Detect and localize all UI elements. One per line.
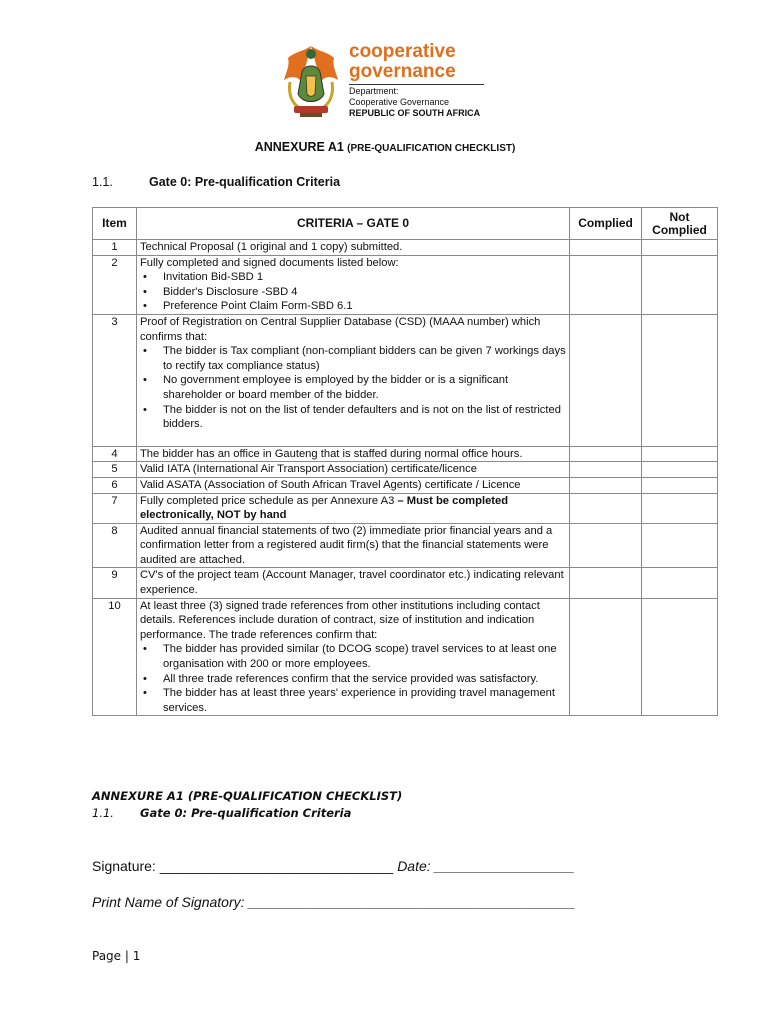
bullet-item: • The bidder has provided similar (to DCOG scope) travel services to at least one organisation with 200 or more employees. xyxy=(140,642,566,671)
complied-cell[interactable] xyxy=(570,314,642,446)
bullet-item: • Invitation Bid-SBD 1 xyxy=(140,270,566,285)
logo-wordmark-line1: cooperative xyxy=(349,41,456,62)
title-sub: (PRE-QUALIFICATION CHECKLIST) xyxy=(347,143,516,154)
emphasis-text: – Must be completed electronically, NOT by hand xyxy=(139,494,509,522)
signature-field[interactable]: Signature: ______________________________ xyxy=(92,858,394,874)
row-criteria: Technical Proposal (1 original and 1 copy) submitted. xyxy=(136,240,569,256)
bullet-item: • The bidder is not on the list of tender defaulters and is not on the list of restricted bidders. xyxy=(140,403,566,432)
row-criteria: Valid ASATA (Association of South African Travel Agents) certificate / Licence xyxy=(136,477,569,493)
row-criteria: The bidder has an office in Gauteng that is staffed during normal office hours. xyxy=(136,446,569,462)
criteria-table xyxy=(92,207,718,716)
footer-annexure-title: ANNEXURE A1 (PRE-QUALIFICATION CHECKLIST) xyxy=(92,789,403,803)
document-title xyxy=(0,140,770,154)
not-complied-cell[interactable] xyxy=(642,568,718,598)
not-complied-cell[interactable] xyxy=(642,240,718,256)
table-row xyxy=(93,493,718,523)
complied-cell[interactable] xyxy=(570,493,642,523)
row-number: 1 xyxy=(93,240,137,256)
not-complied-cell[interactable] xyxy=(642,598,718,716)
table-row xyxy=(93,568,718,598)
complied-cell[interactable] xyxy=(570,477,642,493)
row-criteria: Fully completed price schedule as per Annexure A3 – Must be completed electronically, NOT by hand xyxy=(136,493,569,523)
print-name-field[interactable]: Print Name of Signatory: __________________________________________ xyxy=(92,894,576,910)
row-number: 8 xyxy=(93,523,137,568)
header-complied: Complied xyxy=(570,208,642,240)
complied-cell[interactable] xyxy=(570,240,642,256)
bullet-item: • No government employee is employed by the bidder or is a significant shareholder or board member of the bidder. xyxy=(140,373,566,402)
bullet-item: • The bidder is Tax compliant (non-compliant bidders can be given 7 workings days to rectify tax compliance status) xyxy=(140,344,566,373)
not-complied-cell[interactable] xyxy=(642,523,718,568)
not-complied-cell[interactable] xyxy=(642,446,718,462)
header-item: Item xyxy=(93,208,137,240)
table-row xyxy=(93,255,718,314)
logo-wordmark-line2: governance xyxy=(349,61,456,82)
row-criteria: Valid IATA (International Air Transport Association) certificate/licence xyxy=(136,462,569,478)
date-field[interactable]: Date: __________________ xyxy=(397,858,575,874)
bullet-item: • Preference Point Claim Form-SBD 6.1 xyxy=(140,299,566,314)
table-row xyxy=(93,598,718,716)
not-complied-cell[interactable] xyxy=(642,314,718,446)
row-number: 4 xyxy=(93,446,137,462)
complied-cell[interactable] xyxy=(570,568,642,598)
row-criteria: CV's of the project team (Account Manager, travel coordinator etc.) indicating relevant experience. xyxy=(136,568,569,598)
table-row xyxy=(93,240,718,256)
title-main: ANNEXURE A1 xyxy=(254,140,344,154)
complied-cell[interactable] xyxy=(570,598,642,716)
bullet-item: • All three trade references confirm that the service provided was satisfactory. xyxy=(140,672,566,687)
dept-line-3: REPUBLIC OF SOUTH AFRICA xyxy=(349,108,481,118)
not-complied-cell[interactable] xyxy=(642,477,718,493)
logo-divider xyxy=(349,84,484,85)
table-row xyxy=(93,523,718,568)
bullet-item: • The bidder has at least three years' experience in providing travel management services. xyxy=(140,686,566,715)
complied-cell[interactable] xyxy=(570,523,642,568)
row-number: 9 xyxy=(93,568,137,598)
section-title: Gate 0: Pre-qualification Criteria xyxy=(149,175,341,189)
row-criteria: Audited annual financial statements of two (2) immediate prior financial years and a confirmation letter from a registered audit firm(s) that the financial statements were audited are attached. xyxy=(136,523,569,568)
not-complied-cell[interactable] xyxy=(642,255,718,314)
complied-cell[interactable] xyxy=(570,446,642,462)
not-complied-cell[interactable] xyxy=(642,493,718,523)
dept-line-2: Cooperative Governance xyxy=(349,97,450,107)
dept-line-1: Department: xyxy=(349,86,399,96)
table-row xyxy=(93,446,718,462)
department-block xyxy=(349,86,480,119)
table-row xyxy=(93,462,718,478)
table-row xyxy=(93,477,718,493)
row-criteria: Fully completed and signed documents listed below: • Invitation Bid-SBD 1 • Bidder's Disclosure -SBD 4 • Preference Point Claim Form-SBD 6.1 xyxy=(136,255,569,314)
signature-line[interactable] xyxy=(92,858,575,874)
complied-cell[interactable] xyxy=(570,255,642,314)
table-row xyxy=(93,314,718,446)
table-header-row xyxy=(93,208,718,240)
coat-of-arms-icon xyxy=(280,42,342,120)
row-number: 2 xyxy=(93,255,137,314)
header-not-complied: Not Complied xyxy=(642,208,718,240)
row-number: 5 xyxy=(93,462,137,478)
row-criteria: Proof of Registration on Central Supplier Database (CSD) (MAAA number) which confirms that: • The bidder is Tax compliant (non-compliant bidders can be given 7 workings days to rectify tax compliance status) • No government employee is employed by the bidder or is a significant shareholder or board member of the bidder. • The bidder is not on the list of tender defaulters and is not on the list of restricted bidders. xyxy=(136,314,569,446)
row-criteria: At least three (3) signed trade references from other institutions including contact details. References include duration of contract, size of institution and indication performance. The trade references confirm that: • The bidder has provided similar (to DCOG scope) travel services to at least one organisation with 200 or more employees. • All three trade references confirm that the service provided was satisfactory. • The bidder has at least three years' experience in providing travel management services. xyxy=(136,598,569,716)
footer-section-number: 1.1. xyxy=(92,806,114,820)
row-number: 7 xyxy=(93,493,137,523)
page-number: Page | 1 xyxy=(92,949,141,963)
not-complied-cell[interactable] xyxy=(642,462,718,478)
bullet-item: • Bidder's Disclosure -SBD 4 xyxy=(140,285,566,300)
section-number: 1.1. xyxy=(92,175,113,189)
row-number: 3 xyxy=(93,314,137,446)
row-number: 6 xyxy=(93,477,137,493)
row-number: 10 xyxy=(93,598,137,716)
footer-section-title: Gate 0: Pre-qualification Criteria xyxy=(140,806,352,820)
header-criteria: CRITERIA – GATE 0 xyxy=(136,208,569,240)
complied-cell[interactable] xyxy=(570,462,642,478)
